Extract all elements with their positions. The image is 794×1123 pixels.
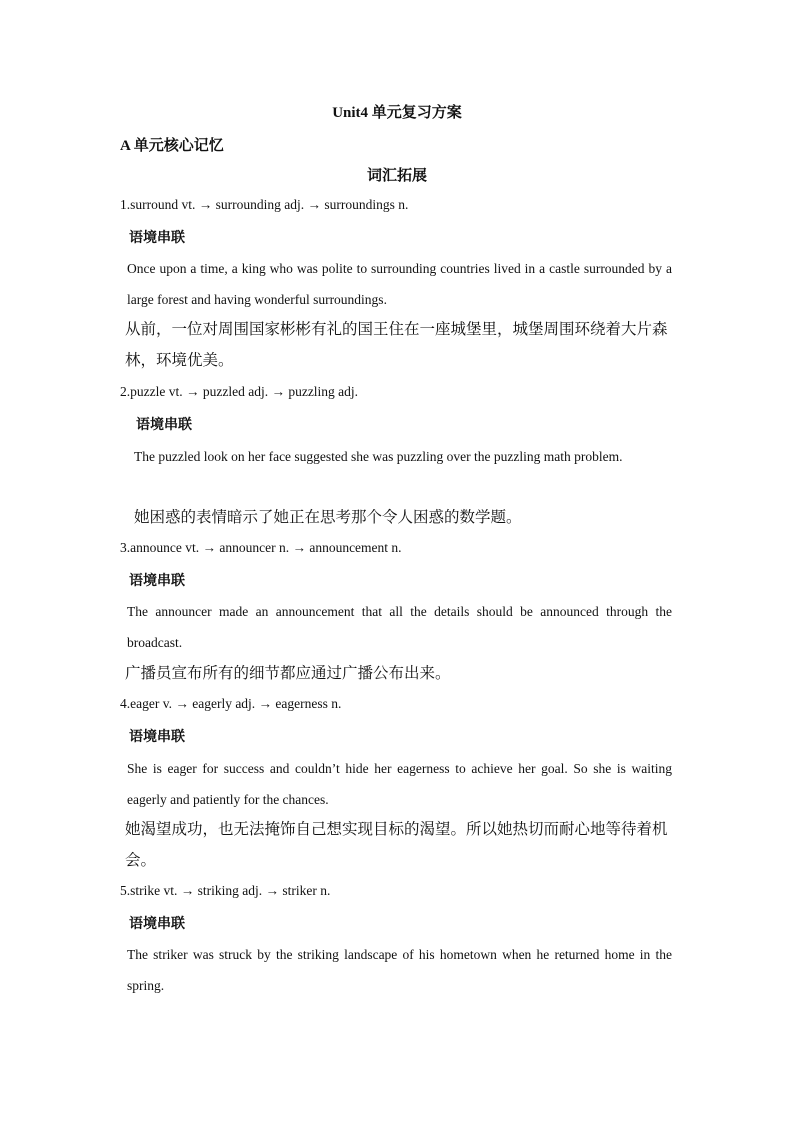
- example-english: The announcer made an announcement that all the details should be announced through the broadcast.: [127, 604, 672, 650]
- example-chinese: 广播员宣布所有的细节都应通过广播公布出来。: [125, 664, 451, 682]
- entry-headword: 1.surround vt. → surrounding adj. → surroundings n.: [120, 197, 409, 212]
- context-tag: 语境串联: [129, 231, 185, 246]
- example-english: The puzzled look on her face suggested she was puzzling over the puzzling math problem.: [134, 449, 623, 464]
- page-title: Unit4 单元复习方案: [332, 105, 462, 121]
- context-tag: 语境串联: [136, 418, 192, 433]
- entry-headword: 4.eager v. → eagerly adj. → eagerness n.: [120, 696, 342, 711]
- section-heading: A 单元核心记忆: [120, 138, 224, 154]
- example-chinese: 她渴望成功，也无法掩饰自己想实现目标的渴望。所以她热切而耐心地等待着机会。: [125, 820, 668, 869]
- example-english: The striker was struck by the striking landscape of his hometown when he returned home in the spring.: [127, 947, 672, 993]
- example-chinese: 她困惑的表情暗示了她正在思考那个令人困惑的数学题。: [134, 508, 522, 526]
- context-tag: 语境串联: [129, 730, 185, 745]
- entry-headword: 5.strike vt. → striking adj. → striker n.: [120, 883, 331, 898]
- example-chinese: 从前，一位对周围国家彬彬有礼的国王住在一座城堡里，城堡周围环绕着大片森林，环境优美。: [125, 320, 668, 369]
- entry-headword: 2.puzzle vt. → puzzled adj. → puzzling adj.: [120, 384, 359, 399]
- subsection-heading: 词汇拓展: [366, 168, 427, 184]
- context-tag: 语境串联: [129, 574, 185, 589]
- example-english: She is eager for success and couldn’t hide her eagerness to achieve her goal. So she is waiting eagerly and patiently for the chances.: [127, 761, 672, 807]
- context-tag: 语境串联: [129, 917, 185, 932]
- entry-headword: 3.announce vt. → announcer n. → announcement n.: [120, 540, 402, 555]
- example-english: Once upon a time, a king who was polite to surrounding countries lived in a castle surrounded by a large forest and having wonderful surroundings.: [127, 261, 672, 307]
